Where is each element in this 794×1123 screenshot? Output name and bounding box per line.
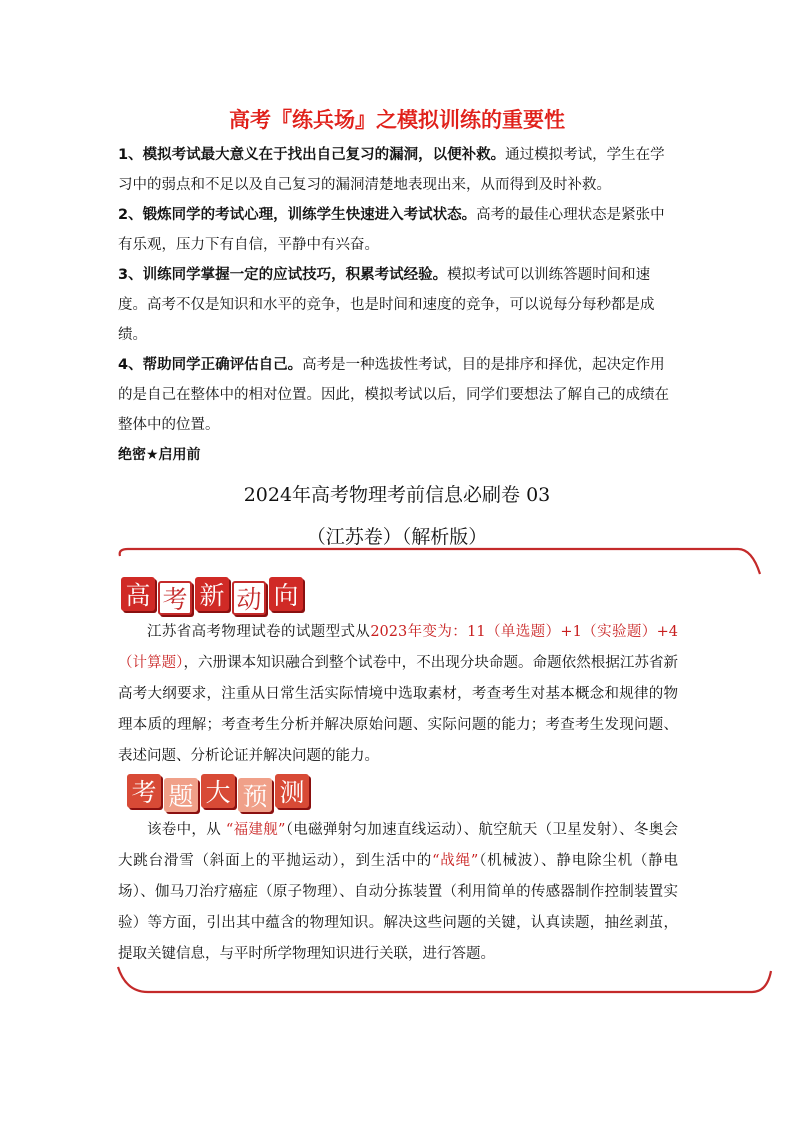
prediction-text-part: 该卷中，从: [147, 822, 226, 838]
banner-char: 预: [238, 778, 272, 812]
intro-item-text: 高考的最佳心理状态是紧张中有乐观，压力下有自信，平静中有兴奋。: [118, 207, 665, 253]
banner-char: 测: [275, 774, 309, 808]
intro-item-text: 通过模拟考试，学生在学习中的弱点和不足以及自己复习的漏洞清楚地表现出来，从而得到及时补救。: [118, 147, 665, 193]
intro-list: [118, 140, 678, 440]
intro-item-heading: 2、锻炼同学的考试心理，训练学生快速进入考试状态。: [118, 207, 477, 223]
frame-bottom-curve: [118, 967, 771, 992]
intro-item: [118, 200, 678, 260]
section-prediction-text: [118, 815, 678, 970]
banner-char: 题: [164, 778, 198, 812]
banner-char: 考: [127, 774, 161, 808]
trends-text-part: 江苏省高考物理试卷的试题型式从: [147, 624, 371, 640]
secret-label: 绝密★启用前: [118, 447, 201, 463]
intro-item-text: 高考是一种选拔性考试，目的是排序和择优，起决定作用的是自己在整体中的相对位置。因此，模拟考试以后，同学们要想法了解自己的成绩在整体中的位置。: [118, 357, 669, 433]
intro-item-heading: 1、模拟考试最大意义在于找出自己复习的漏洞，以便补救。: [118, 147, 506, 163]
banner-char: 新: [195, 577, 229, 611]
banner-char: 高: [121, 577, 155, 611]
banner-char: 向: [269, 577, 303, 611]
intro-item: [118, 260, 678, 350]
prediction-text-highlight: “战绳”: [432, 853, 479, 869]
trends-text-highlight: 2023年变为：11（单选题）+1（实验题）+4（计算题）: [118, 624, 678, 671]
banner-char: 动: [232, 581, 266, 615]
section-trends-text: [118, 617, 678, 772]
intro-item: [118, 140, 678, 200]
frame-top-curve: [120, 549, 760, 574]
prediction-text-part: （机械波）、静电除尘机（静电场）、伽马刀治疗癌症（原子物理）、自动分拣装置（利用简单的传感器制作控制装置实验）等方面，引出其中蕴含的物理知识。解决这些问题的关键，认真读题，抽丝剥茧，提取关键信息，与平时所学物理知识进行关联，进行答题。: [118, 853, 679, 962]
exam-subtitle: （江苏卷）（解析版）: [306, 526, 488, 548]
banner-prediction: [127, 774, 309, 812]
intro-item-text: 模拟考试可以训练答题时间和速度。高考不仅是知识和水平的竞争，也是时间和速度的竞争，可以说每分每秒都是成绩。: [118, 267, 655, 343]
prediction-text-highlight: “福建舰”: [225, 822, 286, 838]
trends-text-part: ，六册课本知识融合到整个试卷中，不出现分块命题。命题依然根据江苏省新高考大纲要求，注重从日常生活实际情境中选取素材，考查考生对基本概念和规律的物理本质的理解；考查考生分析并解决原始问题、实际问题的能力；考查考生发现问题、表述问题、分析论证并解决问题的能力。: [118, 655, 679, 764]
prediction-text-part: （电磁弹射匀加速直线运动）、航空航天（卫星发射）、冬奥会大跳台滑雪（斜面上的平抛运动），到生活中的: [118, 822, 679, 869]
exam-title: 2024年高考物理考前信息必刷卷 03: [243, 484, 551, 506]
banner-new-trends: [121, 577, 303, 615]
page-title: 高考『练兵场』之模拟训练的重要性: [229, 108, 565, 132]
banner-char: 大: [201, 774, 235, 808]
banner-char: 考: [158, 581, 192, 615]
intro-item-heading: 3、训练同学掌握一定的应试技巧，积累考试经验。: [118, 267, 448, 283]
intro-item: [118, 350, 678, 440]
intro-item-heading: 4、帮助同学正确评估自己。: [118, 357, 303, 373]
